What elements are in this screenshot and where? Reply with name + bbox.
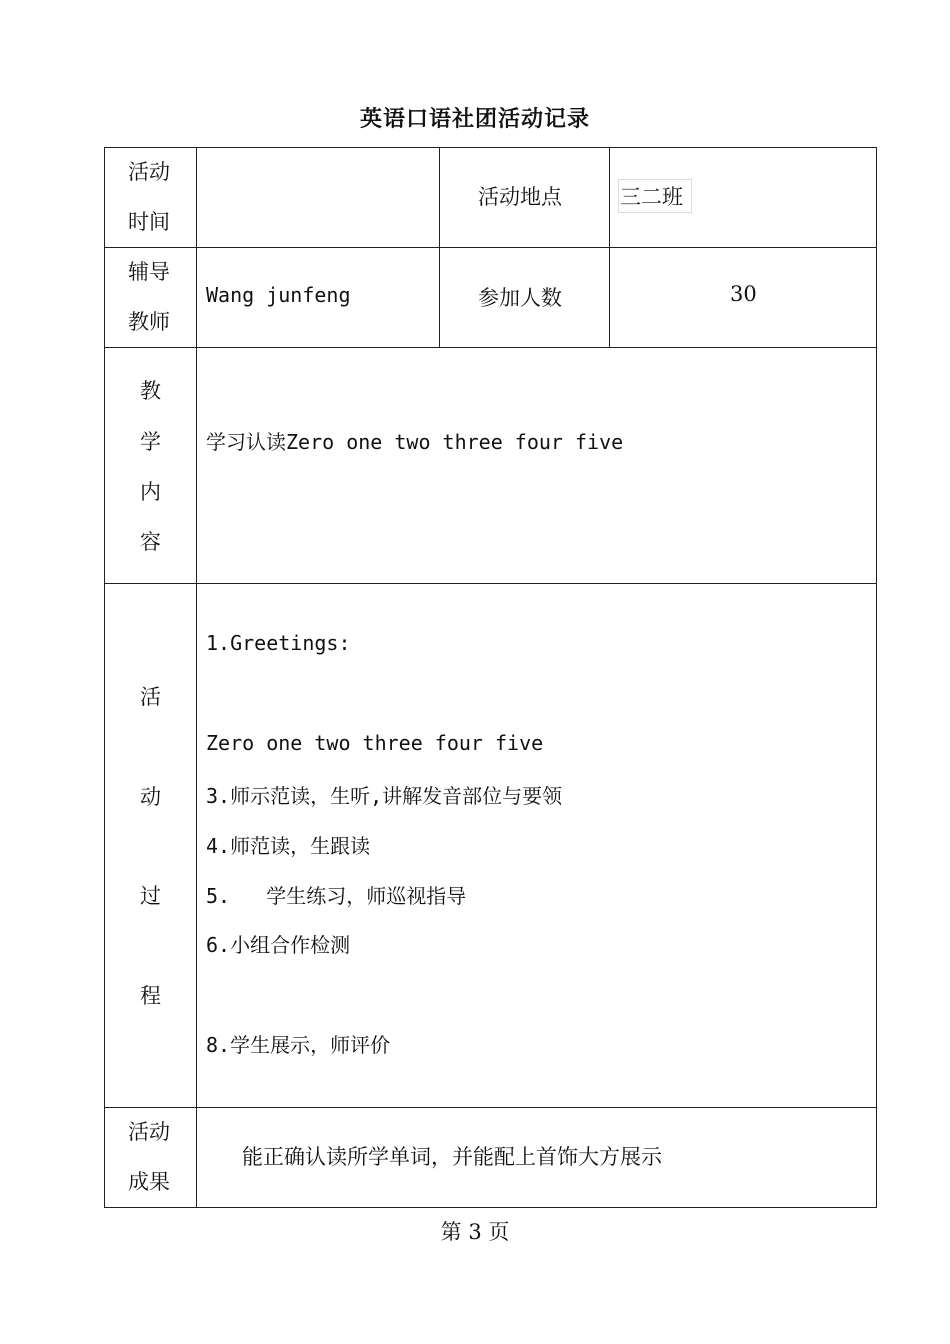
teacher-label-line1: 辅导 — [128, 260, 170, 284]
result-label-line1: 活动 — [128, 1120, 170, 1144]
teacher-value: Wang junfeng — [206, 283, 351, 307]
table-border-left — [104, 147, 105, 1208]
document-title: 英语口语社团活动记录 — [359, 106, 590, 132]
participant-count-value: 30 — [730, 282, 757, 306]
row-divider — [104, 1107, 877, 1108]
participant-count-label: 参加人数 — [478, 286, 562, 310]
process-line: 4.师范读，生跟读 — [206, 834, 371, 858]
process-line: Zero one two three four five — [206, 731, 544, 755]
row-divider — [104, 347, 877, 348]
row-divider — [104, 583, 877, 584]
time-label-line2: 时间 — [128, 210, 170, 234]
process-label-char: 活 — [140, 685, 161, 709]
process-line: 1.Greetings: — [206, 631, 351, 655]
content-text: 学习认读Zero one two three four five — [206, 430, 624, 454]
place-label: 活动地点 — [478, 185, 562, 209]
content-label-char: 容 — [140, 530, 161, 554]
column-divider — [196, 147, 197, 1208]
time-label-line1: 活动 — [128, 160, 170, 184]
process-line: 5. 学生练习，师巡视指导 — [206, 884, 467, 908]
content-label-char: 内 — [140, 480, 161, 504]
place-value: 三二班 — [620, 185, 683, 209]
process-label-char: 动 — [140, 785, 161, 809]
process-line: 6.小组合作检测 — [206, 933, 351, 957]
teacher-label-line2: 教师 — [128, 310, 170, 334]
content-label-char: 学 — [140, 430, 161, 454]
result-label-line2: 成果 — [128, 1170, 170, 1194]
table-border-top — [104, 147, 877, 148]
process-label-char: 过 — [140, 884, 161, 908]
page-number: 第 3 页 — [440, 1220, 510, 1244]
process-label-char: 程 — [140, 984, 161, 1008]
table-border-right — [876, 147, 877, 1208]
row-divider — [104, 247, 877, 248]
process-line: 8.学生展示，师评价 — [206, 1033, 391, 1057]
table-border-bottom — [104, 1207, 877, 1208]
column-divider — [439, 147, 440, 348]
content-label-char: 教 — [140, 379, 161, 403]
process-line: 3.师示范读，生听,讲解发音部位与要领 — [206, 784, 563, 808]
column-divider — [609, 147, 610, 348]
result-text: 能正确认读所学单词，并能配上首饰大方展示 — [242, 1145, 662, 1169]
